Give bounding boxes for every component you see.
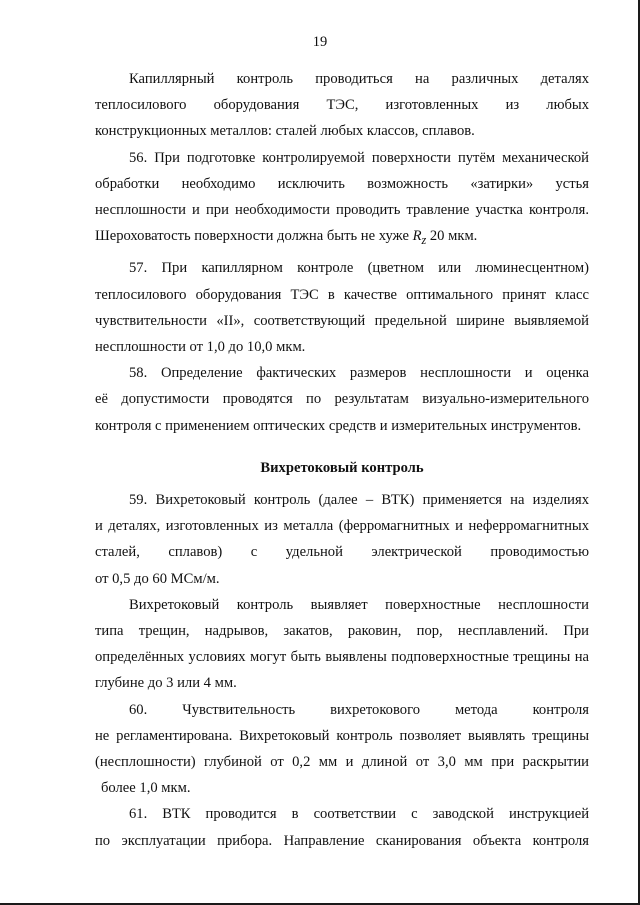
paragraph-59-detection <box>95 592 589 697</box>
text-line: 56. При подготовке контролируемой поверхности путём механической <box>129 149 589 166</box>
text-line: несплошности от 1,0 до 10,0 мкм. <box>95 338 306 355</box>
text-line: Вихретоковый контроль выявляет поверхностные несплошности <box>129 596 589 613</box>
paragraph-57 <box>95 255 589 360</box>
text-line: обработки необходимо исключить возможность «затирки» устья <box>95 175 589 192</box>
text-line: и деталях, изготовленных из металла (ферромагнитных и неферромагнитных <box>95 518 589 535</box>
roughness-subscript: z <box>421 233 427 248</box>
text-line: по эксплуатации прибора. Направление сканирования объекта контроля <box>95 832 589 849</box>
text-line: 58. Определение фактических размеров несплошности и оценка <box>129 365 589 382</box>
text-line: теплосилового оборудования ТЭС в качестве оптимального принят класс <box>95 286 589 303</box>
text-line: определённых условиях могут быть выявлены подповерхностные трещины на <box>95 649 589 666</box>
roughness-text: Шероховатость поверхности должна быть не хуже <box>95 228 413 245</box>
text-line: 60. Чувствительность вихретокового метода контроля <box>129 701 589 718</box>
text-line: контроля с применением оптических средств и измерительных инструментов. <box>95 417 582 434</box>
text-line: 61. ВТК проводится в соответствии с заводской инструкцией <box>129 806 589 823</box>
text-line-roughness <box>95 223 589 253</box>
text-line: от 0,5 до 60 МСм/м. <box>95 570 220 587</box>
text-line: (несплошности) глубиной от 0,2 мм и длиной от 3,0 мм при раскрытии <box>95 753 589 770</box>
text-line: конструкционных металлов: сталей любых классов, сплавов. <box>95 123 475 140</box>
text-line: Капиллярный контроль проводиться на различных деталях <box>129 71 589 87</box>
text-line: 59. Вихретоковый контроль (далее – ВТК) применяется на изделиях <box>129 491 589 508</box>
paragraph-capillary-intro <box>95 66 589 145</box>
paragraph-60 <box>95 697 589 802</box>
roughness-symbol: R <box>412 228 422 245</box>
section-heading-eddy-current: Вихретоковый контроль <box>260 459 424 476</box>
text-line: чувствительности «II», соответствующий предельной ширине выявляемой <box>95 312 589 329</box>
text-line: несплошности и при необходимости проводить травление участка контроля. <box>95 202 589 219</box>
document-body <box>95 66 589 854</box>
text-line: сталей, сплавов) с удельной электрической проводимостью <box>95 544 589 561</box>
paragraph-58 <box>95 360 589 439</box>
paragraph-59 <box>95 487 589 592</box>
text-line: не регламентирована. Вихретоковый контроль позволяет выявлять трещины <box>95 727 589 744</box>
text-line: более 1,0 мкм. <box>101 780 191 797</box>
page-number: 19 <box>312 34 328 50</box>
text-line: глубине до 3 или 4 мм. <box>95 675 237 692</box>
text-line: 57. При капиллярном контроле (цветном или люминесцентном) <box>129 260 589 277</box>
text-line: теплосилового оборудования ТЭС, изготовленных из любых <box>95 97 589 114</box>
roughness-value: 20 мкм. <box>426 228 478 245</box>
paragraph-56 <box>95 145 589 254</box>
text-line: типа трещин, надрывов, закатов, раковин, пор, несплавлений. При <box>95 622 589 639</box>
text-line: её допустимости проводятся по результатам визуально-измерительного <box>95 391 589 408</box>
paragraph-61 <box>95 801 589 853</box>
